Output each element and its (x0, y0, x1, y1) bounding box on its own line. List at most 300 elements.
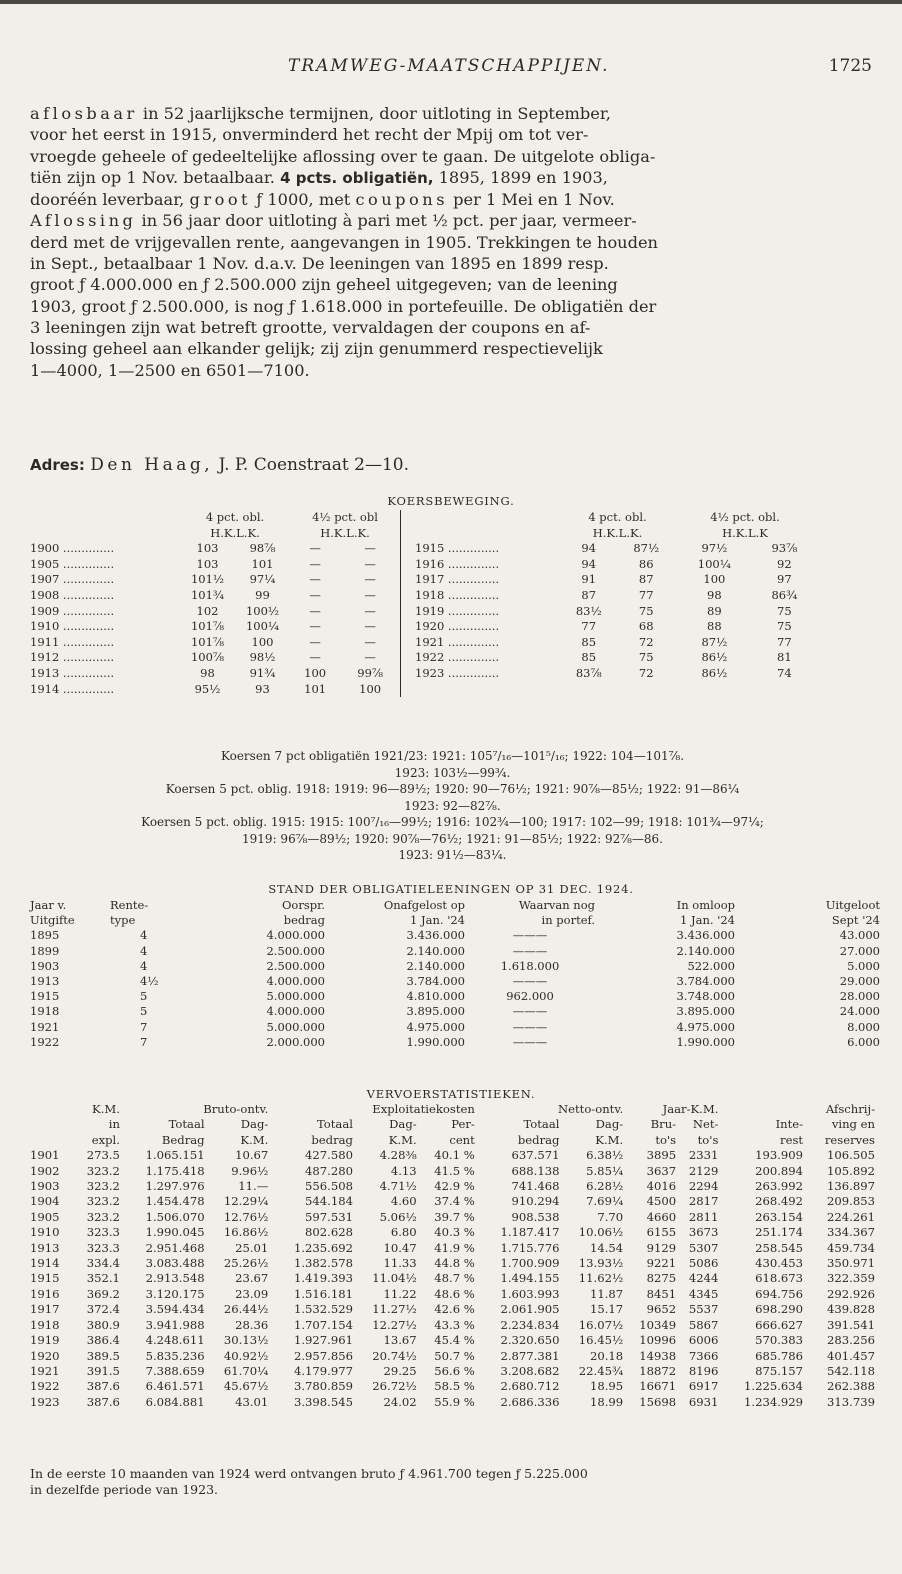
value-cell: 6.38½ (586, 1148, 624, 1163)
col-header: 1 Jan. '24 (680, 913, 735, 928)
value-cell: 100¼ (245, 619, 280, 634)
value-cell: 4 (140, 943, 148, 958)
value-cell: 4 (140, 928, 148, 943)
value-cell: 100 (251, 634, 274, 649)
header-row (30, 1133, 875, 1148)
year-cell: 1907 .............. (30, 572, 115, 587)
value-cell: 1.187.417 (500, 1225, 560, 1240)
value-cell: 7.70 (597, 1209, 624, 1224)
koersbeweging-title: KOERSBEWEGING. (387, 494, 515, 508)
value-cell: 694.756 (755, 1286, 804, 1301)
value-cell: 1.715.776 (500, 1240, 560, 1255)
note-line: Koersen 5 pct. oblig. 1915: 1915: 100⁷/₁₆—99½; 1916: 102¾—100; 1917: 102—99; 1918: 101¾—97¼; (141, 815, 764, 829)
col-header: 4 pct. obl. (588, 510, 647, 524)
col-header: 4½ pct. obl (312, 510, 378, 524)
value-cell: 97½ (701, 541, 728, 556)
value-cell: 100½ (245, 603, 280, 618)
text-line: 1—4000, 1—2500 en 6501—7100. (30, 360, 310, 380)
value-cell: 4660 (646, 1209, 677, 1224)
value-cell: 24.02 (383, 1394, 417, 1409)
value-cell: 5.000.000 (266, 1019, 325, 1034)
year-cell: 1909 .............. (30, 603, 115, 618)
value-cell: — (364, 619, 376, 634)
value-cell: — (364, 634, 376, 649)
value-cell: 283.256 (827, 1333, 875, 1348)
value-cell: 10996 (639, 1333, 677, 1348)
value-cell: 2.913.548 (145, 1271, 205, 1286)
value-cell: 8.000 (847, 1019, 880, 1034)
value-cell: 313.739 (827, 1394, 875, 1409)
value-cell: 22.45¾ (578, 1363, 624, 1378)
table-row (30, 1148, 875, 1163)
value-cell: ——— (512, 1019, 548, 1034)
value-cell: 4.60 (390, 1194, 417, 1209)
value-cell: 193.909 (755, 1148, 804, 1163)
value-cell: 3.784.000 (406, 974, 465, 989)
table-row (30, 1194, 875, 1209)
col-header: in (108, 1117, 120, 1132)
empty-cell (560, 682, 618, 698)
value-cell: 8451 (646, 1286, 677, 1301)
footnote (30, 1466, 875, 1498)
value-cell: 101 (251, 556, 274, 571)
empty-cell (415, 682, 560, 698)
value-cell: 1.235.692 (293, 1240, 353, 1255)
value-cell: 86½ (701, 665, 728, 680)
col-header: type (110, 913, 136, 928)
foot-line: in dezelfde periode van 1923. (30, 1482, 218, 1497)
value-cell: — (309, 572, 321, 587)
value-cell: 200.894 (755, 1163, 804, 1178)
year-cell: 1921 .............. (415, 634, 500, 649)
col-header: Dag- (240, 1117, 269, 1132)
col-header: ving en (831, 1117, 875, 1132)
col-header: cent (449, 1132, 475, 1147)
value-cell: 25.01 (235, 1240, 269, 1255)
text-line: tiën zijn op 1 Nov. betaalbaar. (30, 167, 281, 187)
value-cell: — (364, 572, 376, 587)
value-cell: 37.4 % (434, 1194, 475, 1209)
value-cell: 101⅞ (190, 619, 225, 634)
value-cell: 391.541 (827, 1317, 875, 1332)
table-row (30, 959, 880, 974)
value-cell: 81 (777, 650, 792, 665)
year-cell: 1903 (30, 1179, 60, 1194)
value-cell: 13.67 (383, 1333, 417, 1348)
divider (401, 541, 416, 557)
value-cell: 92 (777, 556, 792, 571)
table-row (30, 1364, 875, 1379)
table-row (30, 650, 815, 666)
value-cell: 2.680.712 (500, 1379, 560, 1394)
value-cell: 20.74½ (372, 1348, 417, 1363)
empty-cell (675, 682, 754, 698)
year-cell: 1916 .............. (415, 556, 500, 571)
value-cell: 666.627 (755, 1317, 804, 1332)
value-cell: 5.85¼ (586, 1163, 624, 1178)
header-row (30, 1117, 875, 1132)
value-cell: 263.154 (755, 1209, 804, 1224)
body-paragraph (30, 103, 870, 381)
year-cell: 1905 (30, 1209, 60, 1224)
running-title: TRAMWEG-MAATSCHAPPIJEN. (288, 56, 610, 76)
koersen-notes (30, 748, 875, 864)
value-cell: 72 (638, 634, 654, 649)
empty-cell (30, 1117, 72, 1132)
value-cell: 100⅞ (190, 650, 225, 665)
value-cell: 18.99 (589, 1394, 624, 1409)
value-cell: 42.6 % (434, 1302, 475, 1317)
year-cell: 1904 (30, 1194, 60, 1209)
value-cell: 2294 (688, 1179, 719, 1194)
value-cell: 3.780.859 (293, 1379, 353, 1394)
table-row (30, 928, 880, 943)
value-cell: 93⅞ (771, 541, 798, 556)
value-cell: 93 (255, 681, 270, 696)
value-cell: 5.06½ (379, 1209, 417, 1224)
value-cell: 1.175.418 (145, 1163, 205, 1178)
value-cell: 8196 (688, 1363, 719, 1378)
value-cell: 103 (196, 541, 219, 556)
stand-table (30, 898, 880, 1050)
value-cell: 323.3 (86, 1240, 120, 1255)
value-cell: — (364, 650, 376, 665)
divider (401, 588, 416, 604)
note-line: 1919: 96⅞—89½; 1920: 90⅞—76½; 1921: 91—85½; 1922: 92⅞—86. (242, 831, 663, 846)
table-row (30, 1020, 880, 1035)
value-cell: 6.084.881 (145, 1394, 205, 1409)
table-row (30, 1379, 875, 1394)
value-cell: 98½ (249, 650, 276, 665)
col-header: Per- (451, 1117, 475, 1132)
value-cell: — (309, 556, 321, 571)
value-cell: 87 (581, 587, 597, 602)
col-subheader: H.K.L.K. (210, 525, 260, 540)
text-line: lossing geheel aan elkander gelijk; zij zijn genummerd respectievelijk (30, 339, 603, 359)
value-cell: 1.990.000 (406, 1034, 465, 1049)
value-cell: 380.9 (86, 1317, 120, 1332)
value-cell: 5307 (688, 1240, 719, 1255)
year-cell: 1918 (30, 1317, 60, 1332)
value-cell: 1.225.634 (744, 1379, 804, 1394)
value-cell: 1913 (30, 974, 60, 989)
value-cell: 75 (777, 603, 792, 618)
empty-cell (30, 1133, 72, 1148)
table-row (30, 619, 815, 635)
value-cell: 258.545 (755, 1240, 804, 1255)
table-row (30, 1395, 875, 1410)
year-cell: 1914 (30, 1256, 60, 1271)
value-cell: 273.5 (86, 1148, 120, 1163)
text-line: in 56 jaar door uitloting à pari met ½ pct. per jaar, vermeer- (136, 211, 637, 231)
year-cell: 1918 .............. (415, 587, 500, 602)
value-cell: 4.28⅜ (379, 1148, 417, 1163)
value-cell: 4.975.000 (406, 1019, 465, 1034)
value-cell: 103 (196, 556, 219, 571)
value-cell: 85 (581, 634, 597, 649)
value-cell: 2.140.000 (406, 943, 465, 958)
value-cell: 369.2 (86, 1286, 120, 1301)
value-cell: 43.3 % (434, 1317, 475, 1332)
spaced-word: Aflossing (30, 211, 137, 231)
koersbeweging-table (30, 510, 815, 697)
value-cell: 6.28½ (586, 1179, 624, 1194)
value-cell: 4016 (646, 1179, 677, 1194)
value-cell: 55.9 % (434, 1394, 475, 1409)
value-cell: 688.138 (511, 1163, 560, 1178)
value-cell: 106.505 (827, 1148, 875, 1163)
value-cell: 100 (304, 665, 327, 680)
value-cell: 3.941.988 (145, 1317, 205, 1332)
value-cell: 6.461.571 (145, 1379, 205, 1394)
value-cell: 86½ (701, 650, 728, 665)
col-header: bedrag (311, 1132, 353, 1147)
vervoer-title: VERVOERSTATISTIEKEN. (366, 1087, 536, 1101)
col-header: Exploitatiekosten (372, 1102, 475, 1116)
value-cell: 91 (581, 572, 597, 587)
value-cell: 618.673 (755, 1271, 804, 1286)
col-header: K.M. (595, 1132, 624, 1147)
table-row (30, 1004, 880, 1019)
value-cell: 1895 (30, 928, 60, 943)
col-header: 1 Jan. '24 (410, 913, 465, 928)
col-header: to's (697, 1132, 719, 1147)
table-row (30, 588, 815, 604)
value-cell: 10.06½ (578, 1225, 624, 1240)
table-row (30, 1287, 875, 1302)
value-cell: 685.786 (755, 1348, 804, 1363)
year-cell: 1915 (30, 1271, 60, 1286)
value-cell: 12.29¼ (223, 1194, 269, 1209)
value-cell: 45.4 % (434, 1333, 475, 1348)
col-header: Dag- (595, 1117, 624, 1132)
divider (401, 604, 416, 620)
value-cell: 105.892 (827, 1163, 875, 1178)
value-cell: 5.000.000 (266, 989, 325, 1004)
value-cell: 741.468 (511, 1179, 560, 1194)
value-cell: 28.000 (839, 989, 880, 1004)
col-header: reserves (824, 1132, 875, 1147)
table-row (30, 1256, 875, 1271)
spaced-word: aflosbaar (30, 104, 138, 123)
value-cell: 4500 (646, 1194, 677, 1209)
table-row (30, 541, 815, 557)
value-cell: 85 (581, 650, 597, 665)
value-cell: 2.234.834 (500, 1317, 560, 1332)
value-cell: 7 (140, 1034, 148, 1049)
value-cell: 323.2 (86, 1209, 120, 1224)
value-cell: 136.897 (827, 1179, 875, 1194)
note-line: 1923: 91½—83¼. (398, 848, 507, 862)
page-top-border (0, 0, 902, 4)
value-cell: 2.320.650 (500, 1333, 560, 1348)
value-cell: 3895 (646, 1148, 677, 1163)
page-header (30, 56, 872, 82)
col-header: Jaar-K.M. (662, 1102, 719, 1116)
value-cell: — (309, 603, 321, 618)
value-cell: 2.877.381 (500, 1348, 560, 1363)
value-cell: 2.951.468 (145, 1240, 205, 1255)
table-row (30, 635, 815, 651)
table-row (30, 1333, 875, 1348)
value-cell: 3.895.000 (676, 1004, 735, 1019)
value-cell: 3.594.434 (145, 1302, 205, 1317)
value-cell: 7366 (688, 1348, 719, 1363)
value-cell: 100 (703, 572, 726, 587)
value-cell: 1.419.393 (293, 1271, 353, 1286)
divider (401, 666, 416, 682)
note-line: Koersen 5 pct. oblig. 1918: 1919: 96—89½; 1920: 90—76½; 1921: 90⅞—85½; 1922: 91—86¼ (165, 782, 740, 796)
table-row (30, 944, 880, 959)
value-cell: 2.061.905 (500, 1302, 560, 1317)
value-cell: 2.500.000 (266, 958, 325, 973)
year-cell: 1923 (30, 1394, 60, 1409)
col-header: In omloop (676, 898, 735, 912)
year-cell: 1921 (30, 1363, 60, 1378)
value-cell: ——— (512, 1004, 548, 1019)
value-cell: ——— (512, 1034, 548, 1049)
year-cell: 1920 .............. (415, 619, 500, 634)
year-cell: 1917 (30, 1302, 60, 1317)
value-cell: 98 (707, 587, 722, 602)
value-cell: 13.93½ (578, 1256, 624, 1271)
value-cell: — (309, 634, 321, 649)
value-cell: 1.707.154 (293, 1317, 353, 1332)
col-header: Totaal (316, 1117, 353, 1132)
col-header: K.M. (388, 1132, 417, 1147)
value-cell: 28.36 (235, 1317, 269, 1332)
value-cell: 2.686.336 (500, 1394, 560, 1409)
value-cell: 98 (200, 665, 215, 680)
value-cell: 29.25 (383, 1363, 417, 1378)
value-cell: 544.184 (305, 1194, 353, 1209)
col-header: Totaal (168, 1117, 205, 1132)
value-cell: 94 (581, 556, 597, 571)
value-cell: 10.47 (383, 1240, 417, 1255)
value-cell: 87 (638, 572, 654, 587)
value-cell: 2.140.000 (406, 958, 465, 973)
value-cell: 20.18 (589, 1348, 624, 1363)
value-cell: 570.383 (755, 1333, 804, 1348)
value-cell: 4.810.000 (406, 989, 465, 1004)
text-line: voor het eerst in 1915, onverminderd het recht der Mpij om tot ver- (30, 125, 589, 145)
value-cell: 23.09 (235, 1286, 269, 1301)
value-cell: 1.990.000 (676, 1034, 735, 1049)
col-header: Bedrag (161, 1132, 205, 1147)
vervoer-table (30, 1102, 875, 1410)
col-header: Oorspr. (281, 898, 325, 912)
value-cell: 83½ (575, 603, 602, 618)
value-cell: 637.571 (511, 1148, 560, 1163)
value-cell: 11.22 (383, 1286, 417, 1301)
table-row (30, 1035, 880, 1050)
value-cell: 323.2 (86, 1194, 120, 1209)
value-cell: 322.359 (827, 1271, 875, 1286)
text-line: ƒ 1000, met (251, 190, 356, 210)
value-cell: 4.71½ (379, 1179, 417, 1194)
value-cell: 83⅞ (575, 665, 602, 680)
value-cell: 1.927.961 (293, 1333, 353, 1348)
value-cell: 5.835.236 (145, 1348, 205, 1363)
value-cell: 102 (196, 603, 219, 618)
col-header: expl. (91, 1132, 120, 1147)
note-line: 1923: 92—82⅞. (404, 798, 501, 813)
col-header: Bruto-ontv. (203, 1102, 269, 1116)
table-row (30, 557, 815, 573)
year-cell: 1914 .............. (30, 681, 115, 696)
value-cell: 100 (359, 681, 382, 696)
value-cell: 7.388.659 (145, 1363, 205, 1378)
value-cell: 4244 (688, 1271, 719, 1286)
value-cell: 77 (777, 634, 792, 649)
value-cell: 4.13 (390, 1163, 417, 1178)
value-cell: 802.628 (305, 1225, 353, 1240)
year-cell: 1922 (30, 1379, 60, 1394)
value-cell: 323.2 (86, 1163, 120, 1178)
text-line: groot ƒ 4.000.000 en ƒ 2.500.000 zijn geheel uitgegeven; van de leening (30, 275, 618, 295)
value-cell: 27.000 (839, 943, 880, 958)
col-header: Waarvan nog (518, 898, 595, 912)
value-cell: 9.96½ (231, 1163, 269, 1178)
table-row (30, 1241, 875, 1256)
value-cell: 97 (777, 572, 792, 587)
value-cell: 430.453 (755, 1256, 804, 1271)
value-cell: 11.27½ (372, 1302, 417, 1317)
value-cell: 16.07½ (578, 1317, 624, 1332)
value-cell: 87½ (633, 541, 660, 556)
value-cell: 1.506.070 (145, 1209, 205, 1224)
value-cell: 1.382.578 (293, 1256, 353, 1271)
year-cell: 1908 .............. (30, 587, 115, 602)
value-cell: 8275 (646, 1271, 677, 1286)
value-cell: 1915 (30, 989, 60, 1004)
value-cell: 4 (140, 958, 148, 973)
value-cell: 48.7 % (434, 1271, 475, 1286)
divider (401, 650, 416, 666)
value-cell: 10.67 (235, 1148, 269, 1163)
value-cell: 1922 (30, 1034, 60, 1049)
value-cell: 11.62½ (578, 1271, 624, 1286)
value-cell: 875.157 (755, 1363, 804, 1378)
value-cell: 100¼ (697, 556, 731, 571)
value-cell: 101¾ (190, 587, 225, 602)
text-line: in 52 jaarlijksche termijnen, door uitloting in September, (137, 104, 611, 123)
value-cell: 2817 (688, 1194, 719, 1209)
year-cell: 1910 (30, 1225, 60, 1240)
value-cell: 1.990.045 (145, 1225, 205, 1240)
value-cell: 292.926 (827, 1286, 875, 1301)
value-cell: 1.532.529 (293, 1302, 353, 1317)
value-cell: 597.531 (305, 1209, 353, 1224)
value-cell: 1.065.151 (145, 1148, 205, 1163)
value-cell: ——— (512, 943, 548, 958)
year-cell: 1920 (30, 1348, 60, 1363)
table-row (30, 1164, 875, 1179)
value-cell: 910.294 (511, 1194, 560, 1209)
value-cell: 334.4 (86, 1256, 120, 1271)
value-cell: 97¼ (249, 572, 276, 587)
value-cell: 4345 (688, 1286, 719, 1301)
value-cell: 7 (140, 1019, 148, 1034)
value-cell: — (309, 619, 321, 634)
value-cell: 5 (140, 1004, 148, 1019)
value-cell: 1899 (30, 943, 60, 958)
col-header: bedrag (517, 1132, 560, 1147)
value-cell: 1.494.155 (500, 1271, 560, 1286)
spaced-word: coupons (355, 190, 449, 210)
value-cell: 72 (638, 665, 654, 680)
value-cell: — (309, 587, 321, 602)
